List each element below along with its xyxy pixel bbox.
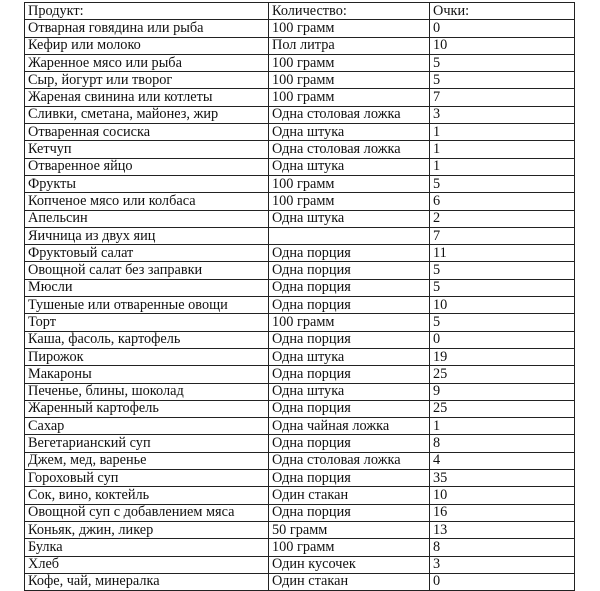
table-row: [25, 193, 575, 210]
cell-product: Фрукты: [25, 175, 269, 192]
header-product: Продукт:: [25, 3, 269, 20]
cell-quantity: [269, 227, 430, 244]
cell-points: 0: [430, 573, 575, 590]
cell-points: 10: [430, 487, 575, 504]
table-body: [25, 20, 575, 591]
cell-points: 25: [430, 366, 575, 383]
cell-quantity: Одна штука: [269, 158, 430, 175]
cell-points: 0: [430, 20, 575, 37]
cell-product: Хлеб: [25, 556, 269, 573]
cell-product: Торт: [25, 314, 269, 331]
cell-quantity: 100 грамм: [269, 175, 430, 192]
cell-product: Кефир или молоко: [25, 37, 269, 54]
table-row: [25, 279, 575, 296]
cell-points: 3: [430, 106, 575, 123]
table-row: [25, 348, 575, 365]
cell-points: 7: [430, 227, 575, 244]
cell-product: Сыр, йогурт или творог: [25, 72, 269, 89]
cell-product: Фруктовый салат: [25, 245, 269, 262]
cell-quantity: Одна штука: [269, 383, 430, 400]
cell-points: 10: [430, 297, 575, 314]
cell-points: 8: [430, 435, 575, 452]
cell-product: Овощной суп с добавлением мяса: [25, 504, 269, 521]
table-row: [25, 521, 575, 538]
cell-quantity: Один стакан: [269, 487, 430, 504]
cell-product: Овощной салат без заправки: [25, 262, 269, 279]
cell-points: 5: [430, 72, 575, 89]
table-header-row: [25, 3, 575, 20]
cell-quantity: Одна столовая ложка: [269, 141, 430, 158]
cell-product: Пирожок: [25, 348, 269, 365]
table-row: [25, 297, 575, 314]
cell-product: Кофе, чай, минералка: [25, 573, 269, 590]
table-row: [25, 245, 575, 262]
header-points: Очки:: [430, 3, 575, 20]
cell-quantity: Одна чайная ложка: [269, 418, 430, 435]
cell-points: 10: [430, 37, 575, 54]
table-row: [25, 418, 575, 435]
table-row: [25, 175, 575, 192]
cell-quantity: Одна порция: [269, 297, 430, 314]
cell-product: Сок, вино, коктейль: [25, 487, 269, 504]
cell-product: Кетчуп: [25, 141, 269, 158]
cell-points: 3: [430, 556, 575, 573]
cell-product: Коньяк, джин, ликер: [25, 521, 269, 538]
cell-product: Яичница из двух яиц: [25, 227, 269, 244]
cell-product: Жареная свинина или котлеты: [25, 89, 269, 106]
cell-product: Жаренное мясо или рыба: [25, 54, 269, 71]
table-row: [25, 72, 575, 89]
table-row: [25, 227, 575, 244]
table-row: [25, 314, 575, 331]
cell-product: Печенье, блины, шоколад: [25, 383, 269, 400]
cell-quantity: Одна порция: [269, 504, 430, 521]
cell-quantity: Одна порция: [269, 331, 430, 348]
cell-product: Булка: [25, 539, 269, 556]
cell-quantity: 100 грамм: [269, 314, 430, 331]
cell-points: 9: [430, 383, 575, 400]
cell-quantity: 50 грамм: [269, 521, 430, 538]
cell-points: 5: [430, 54, 575, 71]
cell-quantity: 100 грамм: [269, 89, 430, 106]
cell-quantity: Пол литра: [269, 37, 430, 54]
table-row: [25, 331, 575, 348]
cell-points: 1: [430, 418, 575, 435]
cell-product: Каша, фасоль, картофель: [25, 331, 269, 348]
cell-points: 6: [430, 193, 575, 210]
table-row: [25, 504, 575, 521]
cell-points: 19: [430, 348, 575, 365]
table-row: [25, 106, 575, 123]
cell-points: 25: [430, 400, 575, 417]
cell-quantity: Один стакан: [269, 573, 430, 590]
table-row: [25, 452, 575, 469]
cell-product: Мюсли: [25, 279, 269, 296]
cell-product: Апельсин: [25, 210, 269, 227]
table-row: [25, 487, 575, 504]
cell-points: 13: [430, 521, 575, 538]
header-quantity: Количество:: [269, 3, 430, 20]
table-row: [25, 435, 575, 452]
cell-points: 0: [430, 331, 575, 348]
table-row: [25, 366, 575, 383]
cell-points: 7: [430, 89, 575, 106]
table-row: [25, 158, 575, 175]
cell-points: 5: [430, 175, 575, 192]
cell-points: 1: [430, 141, 575, 158]
cell-points: 5: [430, 262, 575, 279]
table-row: [25, 37, 575, 54]
cell-quantity: Одна порция: [269, 262, 430, 279]
cell-quantity: 100 грамм: [269, 193, 430, 210]
cell-product: Гороховый суп: [25, 470, 269, 487]
cell-quantity: 100 грамм: [269, 54, 430, 71]
table-row: [25, 556, 575, 573]
cell-quantity: Одна штука: [269, 210, 430, 227]
table-row: [25, 89, 575, 106]
cell-product: Сливки, сметана, майонез, жир: [25, 106, 269, 123]
table-row: [25, 400, 575, 417]
cell-product: Копченое мясо или колбаса: [25, 193, 269, 210]
cell-quantity: 100 грамм: [269, 72, 430, 89]
cell-quantity: Один кусочек: [269, 556, 430, 573]
table-row: [25, 262, 575, 279]
cell-quantity: Одна порция: [269, 366, 430, 383]
cell-product: Тушеные или отваренные овощи: [25, 297, 269, 314]
table-row: [25, 210, 575, 227]
cell-product: Отварная говядина или рыба: [25, 20, 269, 37]
cell-points: 1: [430, 158, 575, 175]
cell-points: 4: [430, 452, 575, 469]
cell-quantity: Одна порция: [269, 245, 430, 262]
cell-points: 16: [430, 504, 575, 521]
table-row: [25, 470, 575, 487]
cell-quantity: 100 грамм: [269, 539, 430, 556]
cell-quantity: Одна штука: [269, 124, 430, 141]
cell-points: 5: [430, 279, 575, 296]
cell-product: Жаренный картофель: [25, 400, 269, 417]
cell-product: Макароны: [25, 366, 269, 383]
cell-points: 11: [430, 245, 575, 262]
cell-quantity: Одна порция: [269, 400, 430, 417]
cell-product: Сахар: [25, 418, 269, 435]
cell-quantity: Одна порция: [269, 279, 430, 296]
cell-quantity: Одна порция: [269, 470, 430, 487]
cell-quantity: Одна столовая ложка: [269, 106, 430, 123]
cell-quantity: Одна порция: [269, 435, 430, 452]
cell-points: 2: [430, 210, 575, 227]
table-row: [25, 141, 575, 158]
table-row: [25, 20, 575, 37]
table-row: [25, 124, 575, 141]
cell-product: Джем, мед, варенье: [25, 452, 269, 469]
cell-quantity: Одна столовая ложка: [269, 452, 430, 469]
table-row: [25, 539, 575, 556]
table-row: [25, 54, 575, 71]
cell-product: Отваренное яйцо: [25, 158, 269, 175]
food-points-table: [24, 2, 575, 591]
cell-points: 8: [430, 539, 575, 556]
cell-points: 5: [430, 314, 575, 331]
table-row: [25, 383, 575, 400]
cell-quantity: Одна штука: [269, 348, 430, 365]
cell-product: Вегетарианский суп: [25, 435, 269, 452]
cell-points: 35: [430, 470, 575, 487]
cell-points: 1: [430, 124, 575, 141]
cell-product: Отваренная сосиска: [25, 124, 269, 141]
cell-quantity: 100 грамм: [269, 20, 430, 37]
